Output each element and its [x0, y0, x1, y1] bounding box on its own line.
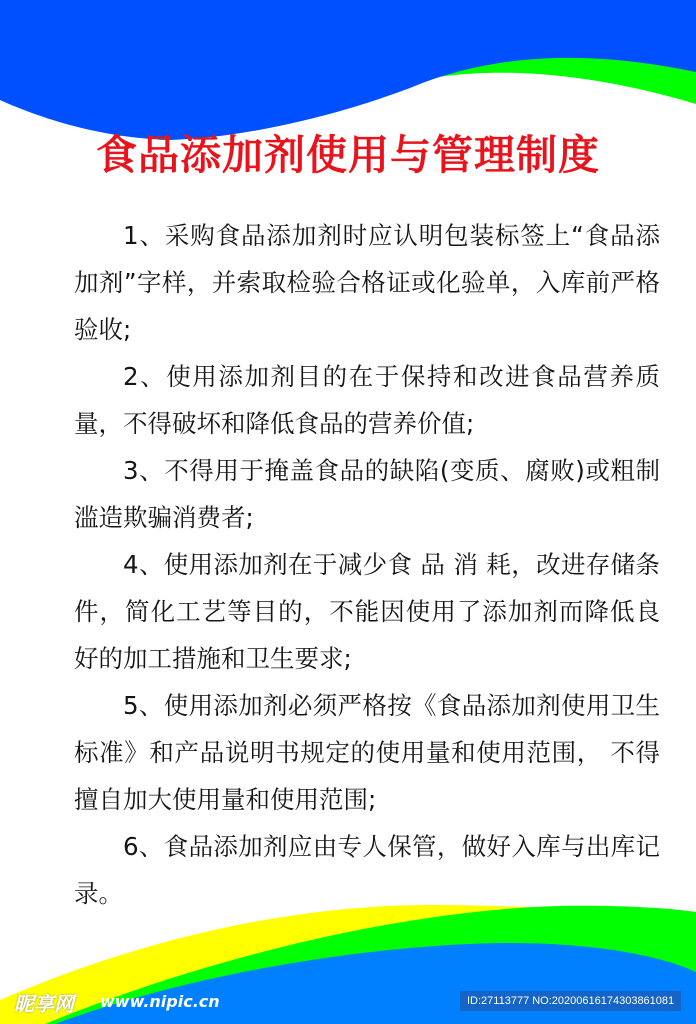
regulation-item-6: 6、食品添加剂应由专人保管，做好入库与出库记录。	[74, 832, 660, 908]
regulation-item-4: 4、使用添加剂在于减少食 品 消 耗，改进存储条件，简化工艺等目的，不能因使用了添加剂而降低良好的加工措施和卫生要求;	[74, 550, 660, 673]
regulation-item-2: 2、使用添加剂目的在于保持和改进食品营养质量，不得破坏和降低食品的营养价值;	[74, 362, 660, 438]
regulation-item-3: 3、不得用于掩盖食品的缺陷(变质、腐败)或粗制滥造欺骗消费者;	[74, 456, 660, 532]
watermark-url: www.nipic.cn	[100, 992, 220, 1011]
regulation-item-1: 1、采购食品添加剂时应认明包装标签上“食品添加剂”字样，并索取检验合格证或化验单，入库前严格验收;	[74, 221, 660, 344]
poster-title: 食品添加剂使用与管理制度	[96, 131, 600, 179]
regulation-item-5: 5、使用添加剂必须严格按《食品添加剂使用卫生标准》和产品说明书规定的使用量和使用范围， 不得擅自加大使用量和使用范围;	[74, 691, 660, 814]
watermark-logo: 昵享网	[14, 992, 74, 1016]
regulation-body	[74, 212, 660, 917]
watermark-id-badge: ID:27113777 NO:20200616174303861081	[460, 991, 681, 1011]
